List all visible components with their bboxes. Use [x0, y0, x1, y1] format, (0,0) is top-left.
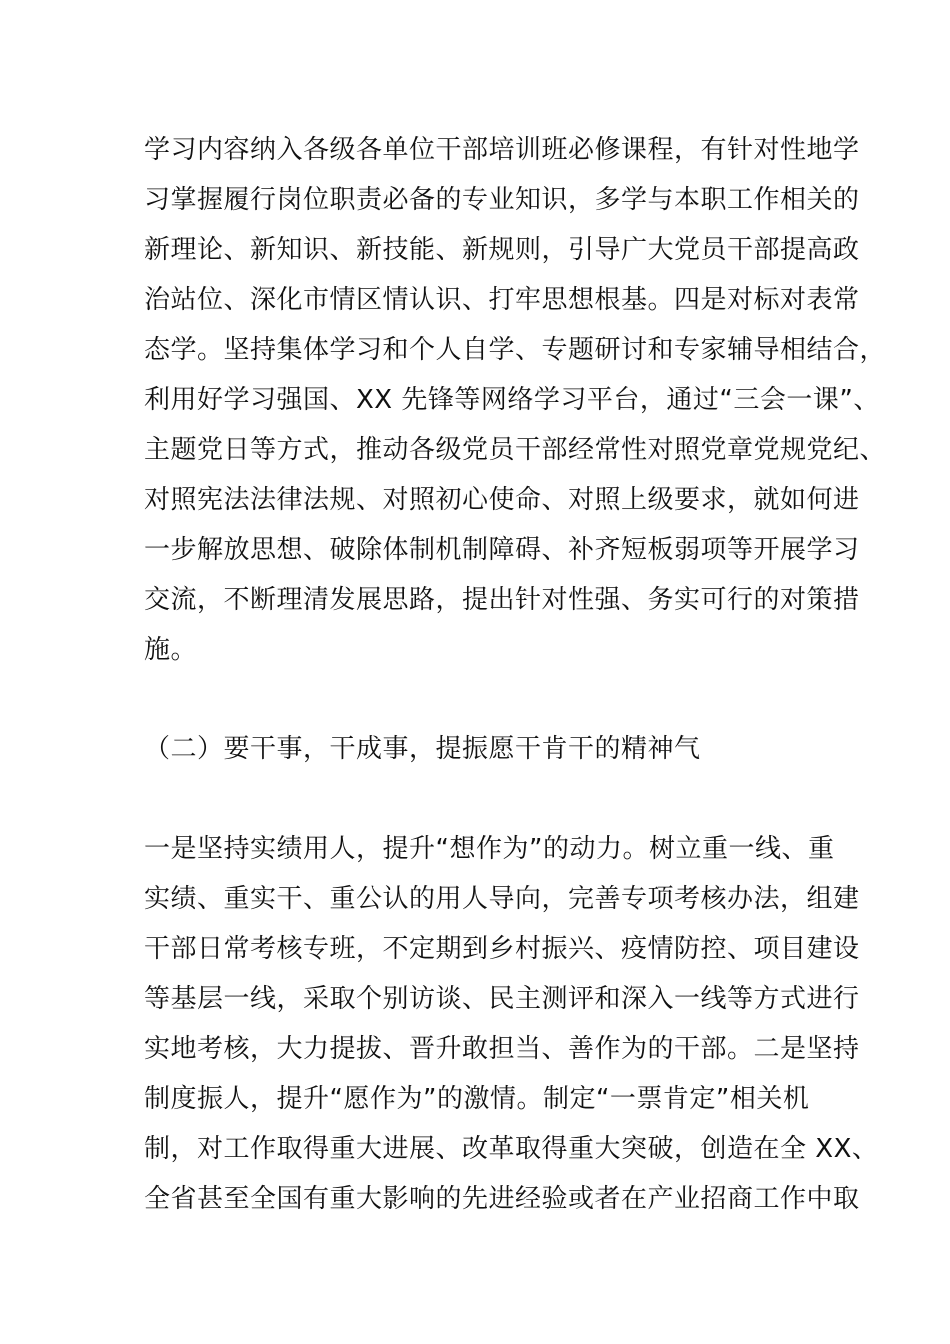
paragraph-2-line-6: 制度振人，提升“愿作为”的激情。制定“一票肯定”相关机 [144, 1084, 810, 1114]
paragraph-1-line-4: 治站位、深化市情区情认识、打牢思想根基。四是对标对表常 [144, 285, 860, 315]
paragraph-1-line-9: 一步解放思想、破除体制机制障碍、补齐短板弱项等开展学习 [144, 535, 860, 565]
paragraph-2-line-5: 实地考核，大力提拔、晋升敢担当、善作为的干部。二是坚持 [144, 1034, 860, 1064]
paragraph-1-line-6: 利用好学习强国、XX 先锋等网络学习平台，通过“三会一课”、 [144, 385, 880, 415]
paragraph-1-line-1: 学习内容纳入各级各单位干部培训班必修课程，有针对性地学 [144, 135, 860, 165]
paragraph-2-line-7: 制，对工作取得重大进展、改革取得重大突破，创造在全 XX、 [144, 1134, 879, 1164]
paragraph-2-line-2: 实绩、重实干、重公认的用人导向，完善专项考核办法，组建 [144, 884, 860, 914]
paragraph-1-line-2: 习掌握履行岗位职责必备的专业知识，多学与本职工作相关的 [144, 185, 860, 215]
paragraph-2-line-4: 等基层一线，采取个别访谈、民主测评和深入一线等方式进行 [144, 984, 860, 1014]
paragraph-2-line-8: 全省甚至全国有重大影响的先进经验或者在产业招商工作中取 [144, 1184, 860, 1214]
paragraph-1-line-8: 对照宪法法律法规、对照初心使命、对照上级要求，就如何进 [144, 485, 860, 515]
paragraph-1-line-11: 施。 [144, 635, 198, 665]
section-heading: （二）要干事，干成事，提振愿干肯干的精神气 [144, 734, 701, 764]
paragraph-1-line-7: 主题党日等方式，推动各级党员干部经常性对照党章党规党纪、 [144, 435, 887, 465]
paragraph-1-line-3: 新理论、新知识、新技能、新规则，引导广大党员干部提高政 [144, 235, 860, 265]
paragraph-1-line-5: 态学。坚持集体学习和个人自学、专题研讨和专家辅导相结合， [144, 335, 887, 365]
paragraph-2-line-1: 一是坚持实绩用人，提升“想作为”的动力。树立重一线、重 [144, 834, 835, 864]
paragraph-1-line-10: 交流，不断理清发展思路，提出针对性强、务实可行的对策措 [144, 585, 860, 615]
paragraph-2-line-3: 干部日常考核专班，不定期到乡村振兴、疫情防控、项目建设 [144, 934, 860, 964]
